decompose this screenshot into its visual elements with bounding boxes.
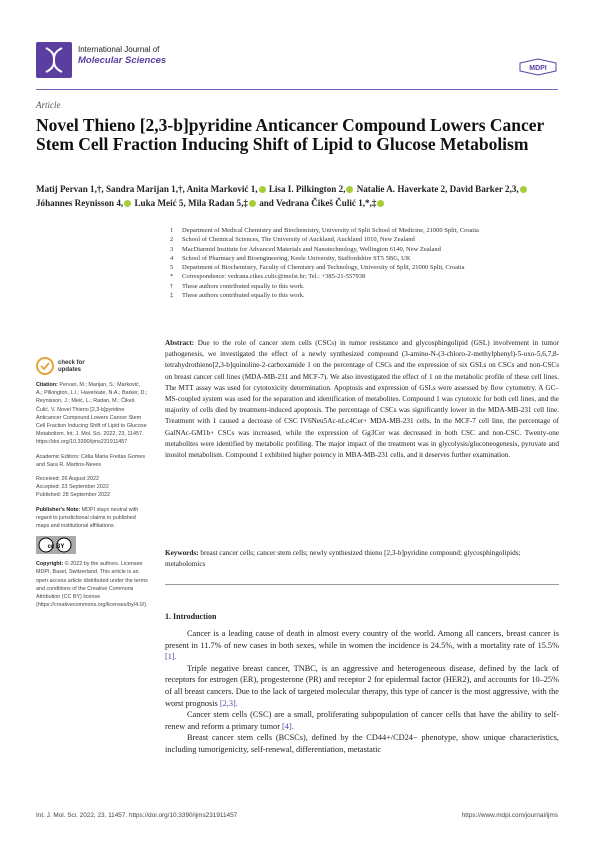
affiliations (170, 226, 560, 300)
dates: Received: 26 August 2022 Accepted: 23 September 2022 Published: 28 September 2022 (36, 476, 111, 499)
orcid-icon[interactable] (259, 186, 266, 193)
cc-license-badge[interactable] (36, 536, 76, 554)
paragraph: Breast cancer stem cells (BCSCs), defined by the CD44+/CD24− phenotype, show unique characteristics, including tumorigenicity, self-renewal, differentiation, metastatic (165, 733, 559, 754)
publisher-note: Publisher's Note: MDPI stays neutral with regard to jurisdictional claims in published maps and institutional affiliations. (36, 506, 139, 530)
section-heading: 1. Introduction (165, 612, 217, 621)
cc-badge-text: cc BY (47, 544, 65, 551)
mdpi-logo[interactable] (518, 58, 558, 76)
affiliation-item: 1 Department of Medical Chemistry and Biochemistry, University of Split School of Medicine, 21000 Split, Croatia (170, 227, 479, 234)
orcid-icon[interactable] (377, 200, 384, 207)
creative-commons-icon (36, 536, 76, 554)
page-footer (36, 812, 558, 819)
correspondence[interactable]: * Correspondence: vedrana.cikes.culic@mefst.hr; Tel.: +385-21-557938 (170, 273, 366, 281)
section-divider (165, 584, 559, 585)
author[interactable]: Mila Radan 5,‡ (188, 198, 248, 208)
journal-title[interactable]: International Journal of Molecular Sciences (78, 45, 167, 66)
paragraph: Cancer is a leading cause of death in almost every country of the world. Among all cancers, breast cancer is present in 11.7% of new cases in both sexes, while in women the incidence is 24.5%, with a mortality rate of 15.5% [1]. (165, 629, 559, 662)
equal-contribution-note: † These authors contributed equally to this work. (170, 282, 305, 290)
academic-editors: Academic Editors: Célia Maria Freitas Gomes and Sara R. Martins-Neves (36, 453, 146, 468)
affiliation-item: 3 MacDiarmid Institute for Advanced Materials and Nanotechnology, Wellington 6140, New Zealand (170, 245, 441, 253)
dna-icon (36, 42, 72, 78)
orcid-icon[interactable] (249, 200, 256, 207)
check-for-updates-badge[interactable] (36, 355, 106, 377)
article-type: Article (36, 100, 61, 110)
abstract: Abstract: Due to the role of cancer stem cells (CSCs) in tumor resistance and glycosphingolipid (GSL) involvement in tumor pathogenesis, we investigated the effect of a newly synthesized compound (3-amino-N-(3-chloro-2-methylphenyl)-5-oxo-5,6,7,8-tetrahydrothieno[2,3-b]quinoline-2-carboxamide 1 on the percentage of CSCs and the expression of six GSLs on CSCs and non-CSCs on breast cancer cell lines (MDA-MB-231 and MCF-7). We also investigated the effect of 1 on the metabolic profile of these cell lines. The MTT assay was used for cytotoxicity determination. Apoptosis and expression of GSLs were assessed by flow cytometry. A GC–MS-coupled system was used for the separation and identification of metabolites. Compound 1 was cytotoxic for both cell lines, and the majority of cells died by treatment-induced apoptosis. The percentage of CSCs was significantly lower in the MDA-MB-231 cell line. Treatment with 1 caused a decrease of CSC IV6Neu5Ac-nLc4Cer+ MDA-MB-231 cells. In the MCF-7 cell line, the percentage of GalNAc-GM1b+ CSCs was increased, while the expression of Gg3Cer was decreased in both CSC and non-CSC. Twenty-one metabolites were identified by metabolic profiling. The major impact of the treatment was in glycolysis/gluconeogenesis, pyruvate and inositol metabolism. Compound 1 exhibited higher potency in MBA-MB-231 cells, and it deserves further examination. (165, 339, 560, 460)
article-title: Novel Thieno [2,3-b]pyridine Anticancer Compound Lowers Cancer Stem Cell Fraction Inducing Shift of Lipid to Glucose Metabolism (36, 115, 545, 154)
author[interactable]: Sandra Marijan 1,†, (105, 184, 185, 194)
author-list (36, 182, 558, 210)
footer-journal-url[interactable]: https://www.mdpi.com/journal/ijms (461, 812, 558, 819)
author[interactable]: Luka Meić 5, (134, 198, 186, 208)
affiliation-item: 4 School of Pharmacy and Bioengineering, Keele University, Staffordshire ST5 5BG, UK (170, 254, 411, 262)
citation-link[interactable]: [1]. (165, 652, 177, 662)
author[interactable]: Natalie A. Haverkate 2, (356, 184, 448, 194)
article-info-sidebar (36, 381, 148, 615)
keywords: Keywords: breast cancer cells; cancer stem cells; newly synthesized thieno [2,3-b]pyridine compound; glycosphingolipids; metabolomics (165, 549, 521, 569)
author[interactable]: Jóhannes Reynisson 4, (36, 198, 124, 208)
copyright: Copyright: © 2022 by the authors. Licensee MDPI, Basel, Switzerland. This article is an open access article distributed under the terms and conditions of the Creative Commons Attribution (CC BY) license (https://creativecommons.org/licenses/by/4.0/). (36, 561, 148, 609)
author[interactable]: David Barker 2,3, (449, 184, 519, 194)
paragraph: Cancer stem cells (CSC) are a small, proliferating subpopulation of cancer cells that have the ability to self-renew and reform a primary tumor [4]. (165, 710, 559, 731)
author[interactable]: and Vedrana Čikeš Čulić 1,*,‡ (259, 198, 377, 208)
affiliation-item: 5 Department of Biochemistry, Faculty of Chemistry and Technology, University of Split, 21000 Split, Croatia (170, 264, 465, 272)
journal-logo (36, 42, 72, 78)
paragraph: Triple negative breast cancer, TNBC, is an aggressive and heterogeneous disease, defined by the lack of receptors for estrogen (ER), progesterone (PR) and receptor 2 for epidermal factor (HER2), and accounts for 10–25% of all breast cancers. Due to the lack of targeted molecular therapy, this type of cancer is the most aggressive, with the worst prognosis [2,3]. (165, 663, 559, 708)
check-updates-label: check for updates (58, 360, 85, 373)
citation-link[interactable]: [4]. (282, 721, 294, 731)
orcid-icon[interactable] (346, 186, 353, 193)
citation-link[interactable]: [2,3]. (219, 698, 238, 708)
orcid-icon[interactable] (124, 200, 131, 207)
citation: Citation: Pervan, M.; Marijan, S.; Marković, A.; Pilkington, L.I.; Haverkate, N.A.; Barker, D.; Reynisson, J.; Meić, L.; Radan, M.; Čikeš Čulić, V. Novel Thieno [2,3-b]pyridine Anticancer Compound Lowers Cancer Stem Cell Fraction Inducing Shift of Lipid to Glucose Metabolism. Int. J. Mol. Sci. 2022, 23, 11457. https://doi.org/10.3390/ijms231911457 (36, 382, 148, 446)
mdpi-logo-icon (518, 58, 558, 76)
author[interactable]: Lisa I. Pilkington 2, (268, 184, 346, 194)
equal-contribution-note: ‡ These authors contributed equally to this work. (170, 292, 305, 300)
footer-citation[interactable]: Int. J. Mol. Sci. 2022, 23, 11457. https://doi.org/10.3390/ijms231911457 (36, 812, 238, 819)
author[interactable]: Anita Marković 1, (186, 184, 258, 194)
header-rule (36, 89, 558, 90)
introduction-body (165, 628, 559, 756)
svg-text:MDPI: MDPI (529, 65, 547, 72)
author[interactable]: Matij Pervan 1,†, (36, 184, 104, 194)
orcid-icon[interactable] (520, 186, 527, 193)
affiliation-item: 2 School of Chemical Sciences, The University of Auckland, Auckland 1010, New Zealand (170, 236, 415, 244)
